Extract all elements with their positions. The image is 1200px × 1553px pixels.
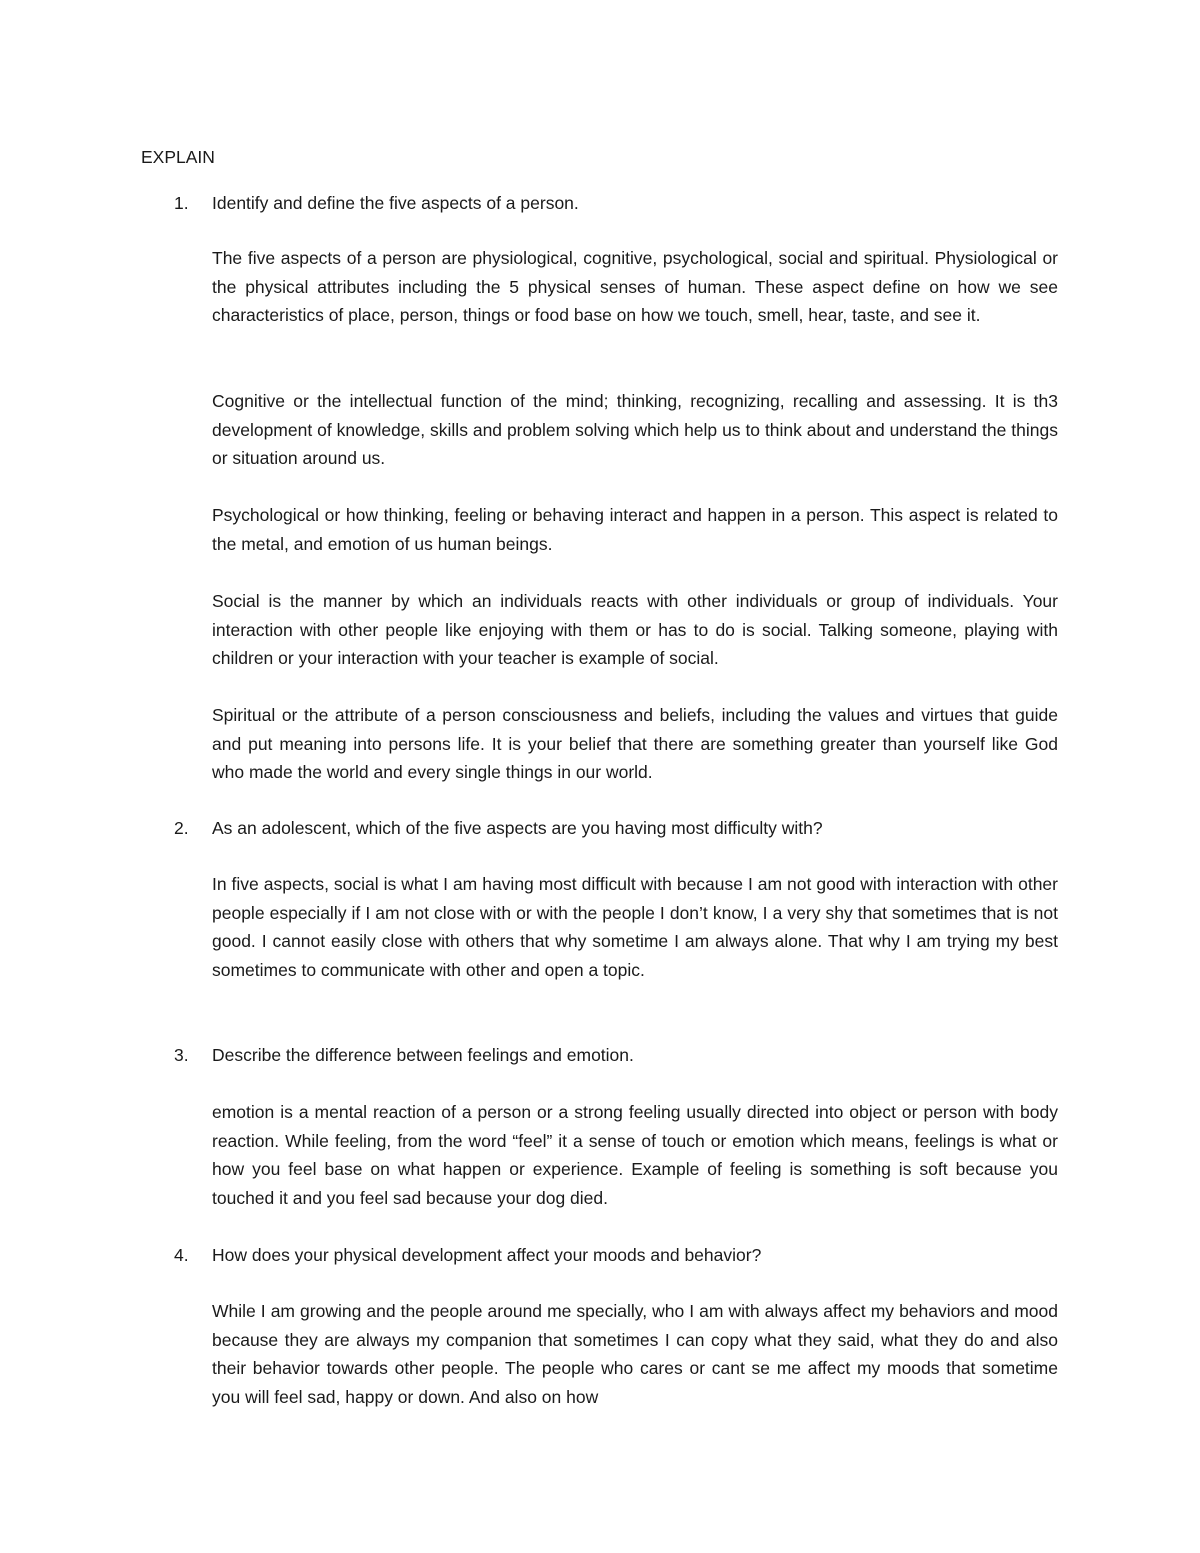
- answer-text: Social is the manner by which an individuals reacts with other individuals or group of individuals. Your interaction with other people like enjoying with them or has to do is social. Talking someone, playing with children or your interaction with your teacher is example of social.: [212, 591, 1058, 669]
- answer-text: While I am growing and the people around me specially, who I am with always affect my behaviors and mood because they are always my companion that sometimes I can copy what they said, what they do and also their behavior towards other people. The people who cares or cant se me affect my moods that sometime you will feel sad, happy or down. And also on how: [212, 1301, 1058, 1407]
- answer-text: emotion is a mental reaction of a person or a strong feeling usually directed into object or person with body reaction. While feeling, from the word “feel” it a sense of touch or emotion which means, feelings is what or how you feel base on what happen or experience. Example of feeling is something is soft because you touched it and you feel sad because your dog died.: [212, 1102, 1058, 1208]
- answer-text: In five aspects, social is what I am having most difficult with because I am not good with interaction with other people especially if I am not close with or with the people I don’t know, I a very shy that sometimes that is not good. I cannot easily close with others that why sometime I am always alone. That why I am trying my best sometimes to communicate with other and open a topic.: [212, 874, 1058, 980]
- answer-text: Spiritual or the attribute of a person consciousness and beliefs, including the values and virtues that guide and put meaning into persons life. It is your belief that there are something greater than yourself like God who made the world and every single things in our world.: [212, 705, 1058, 783]
- question-number: 1.: [174, 193, 189, 213]
- answer-1-paragraph-2: [212, 387, 1058, 473]
- question-text: Identify and define the five aspects of a person.: [212, 193, 579, 213]
- question-number: 4.: [174, 1245, 189, 1265]
- answer-text: Cognitive or the intellectual function of the mind; thinking, recognizing, recalling and assessing. It is th3 development of knowledge, skills and problem solving which help us to think about and understand the things or situation around us.: [212, 391, 1058, 469]
- answer-1-paragraph-4: [212, 587, 1058, 673]
- answer-3-paragraph-1: [212, 1098, 1058, 1212]
- answer-4-paragraph-1: [212, 1297, 1058, 1411]
- answer-1-paragraph-5: [212, 701, 1058, 787]
- question-text: As an adolescent, which of the five aspects are you having most difficulty with?: [212, 818, 823, 838]
- answer-1-paragraph-1: [212, 244, 1058, 330]
- answer-text: The five aspects of a person are physiological, cognitive, psychological, social and spiritual. Physiological or the physical attributes including the 5 physical senses of human. These aspect define on how we see characteristics of place, person, things or food base on how we touch, smell, hear, taste, and see it.: [212, 248, 1058, 326]
- answer-2-paragraph-1: [212, 870, 1058, 984]
- question-number: 3.: [174, 1045, 189, 1065]
- answer-text: Psychological or how thinking, feeling or behaving interact and happen in a person. This aspect is related to the metal, and emotion of us human beings.: [212, 505, 1058, 554]
- answer-1-paragraph-3: [212, 501, 1058, 558]
- question-text: Describe the difference between feelings and emotion.: [212, 1045, 634, 1065]
- document-heading: EXPLAIN: [141, 147, 215, 167]
- question-number: 2.: [174, 818, 189, 838]
- question-text: How does your physical development affect your moods and behavior?: [212, 1245, 762, 1265]
